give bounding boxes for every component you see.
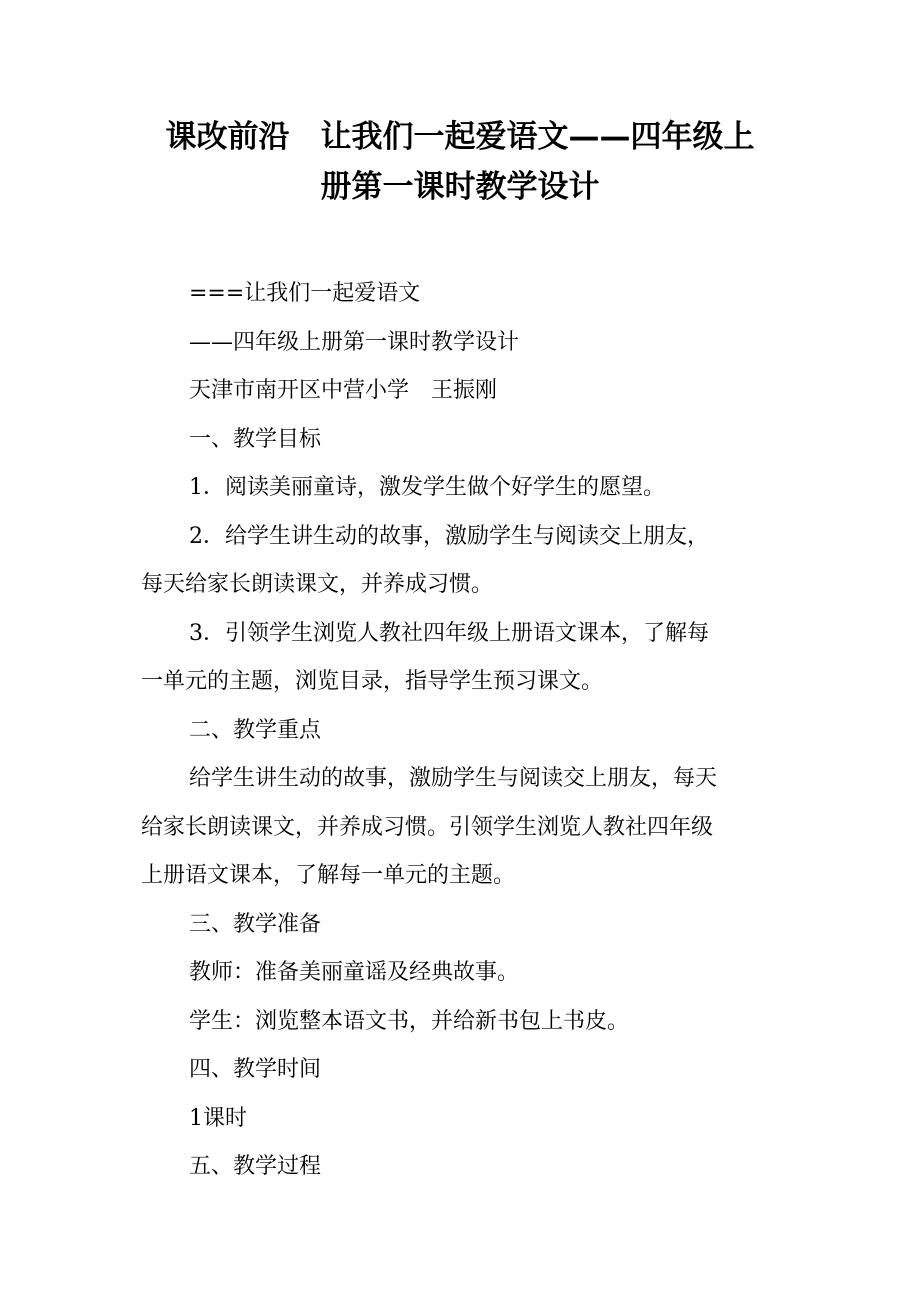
document-body xyxy=(141,270,791,1192)
author-line: 天津市南开区中营小学 王振刚 xyxy=(189,378,498,403)
section-3-heading: 三、教学准备 xyxy=(189,911,322,937)
section-4-heading: 四、教学时间 xyxy=(189,1057,322,1082)
key-points-line-3: 上册语文课本，了解每一单元的主题。 xyxy=(141,863,516,888)
section-2-heading: 二、教学重点 xyxy=(189,717,322,743)
objective-item-1: 1．阅读美丽童诗，激发学生做个好学生的愿望。 xyxy=(189,475,665,500)
section-1-heading: 一、教学目标 xyxy=(189,426,322,452)
objective-item-2 xyxy=(141,513,791,610)
objective-item-3 xyxy=(141,610,791,707)
title-line-2: 册第一课时教学设计 xyxy=(320,169,600,205)
key-points-line-2: 给家长朗读课文，并养成习惯。引领学生浏览人教社四年级 xyxy=(141,814,714,840)
objective-item-3-line-2: 一单元的主题，浏览目录，指导学生预习课文。 xyxy=(141,669,604,694)
objective-item-2-line-2: 每天给家长朗读课文，并养成习惯。 xyxy=(141,572,494,597)
subtitle-1: ===让我们一起爱语文 xyxy=(189,281,421,306)
objective-item-3-line-1: 3．引领学生浏览人教社四年级上册语文课本，了解每 xyxy=(189,620,709,646)
objective-item-2-line-1: 2．给学生讲生动的故事，激励学生与阅读交上朋友， xyxy=(189,523,709,549)
section-5-heading: 五、教学过程 xyxy=(189,1154,322,1179)
key-points-paragraph xyxy=(141,755,791,901)
student-preparation: 学生：浏览整本语文书，并给新书包上书皮。 xyxy=(189,1008,630,1034)
subtitle-2: ——四年级上册第一课时教学设计 xyxy=(189,329,520,355)
title-line-1: 课改前沿 让我们一起爱语文——四年级上 xyxy=(165,119,755,155)
key-points-line-1: 给学生讲生动的故事，激励学生与阅读交上朋友，每天 xyxy=(189,766,718,791)
document-title xyxy=(120,112,800,212)
teacher-preparation: 教师：准备美丽童谣及经典故事。 xyxy=(189,960,520,985)
teaching-time: 1课时 xyxy=(189,1105,247,1131)
